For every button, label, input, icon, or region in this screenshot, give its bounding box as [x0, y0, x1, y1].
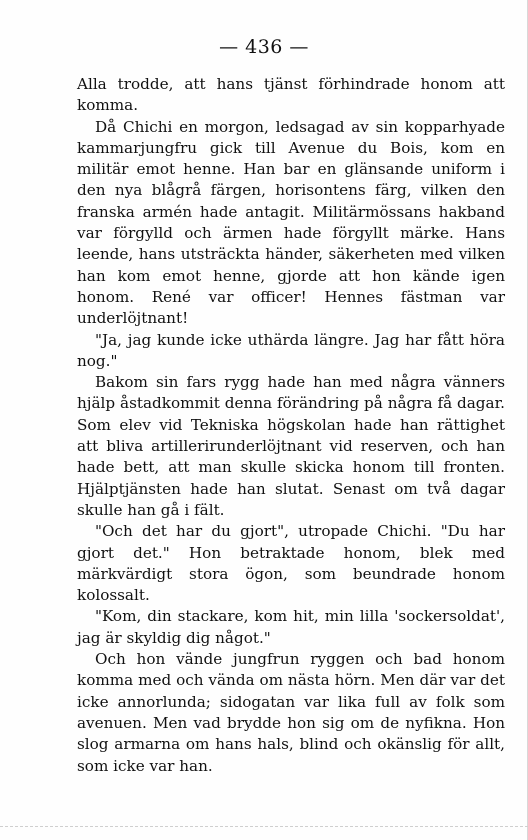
paragraph: Alla trodde, att hans tjänst förhindrade honom att komma.	[77, 75, 505, 115]
page-edge-divider	[0, 826, 528, 827]
paragraph: "Ja, jag kunde icke uthärda längre. Jag har fått höra nog."	[77, 330, 505, 370]
body-text	[77, 74, 505, 777]
paragraph: Bakom sin fars rygg hade han med några vänners hjälp åstadkommit denna förändring på några få dagar. Som elev vid Tekniska högskolan hade han rättighet att bliva artillerirunderlöjtnant vid reserven, och han hade bett, att man skulle skicka honom till fronten. Hjälptjänsten hade han slutat. Senast om två dagar skulle han gå i fält.	[77, 373, 505, 519]
paragraph: "Kom, din stackare, kom hit, min lilla 'sockersoldat', jag är skyldig dig något."	[77, 607, 505, 647]
paragraph: "Och det har du gjort", utropade Chichi. "Du har gjort det." Hon betraktade honom, blek med märkvärdigt stora ögon, som beundrade honom kolossalt.	[77, 522, 505, 605]
page-number: — 436 —	[219, 36, 309, 58]
paragraph: Och hon vände jungfrun ryggen och bad honom komma med och vända om nästa hörn. Men där var det icke annorlunda; sidogatan var lika full av folk som avenuen. Men vad brydde hon sig om de nyfikna. Hon slog armarna om hans hals, blind och okänslig för allt, som icke var han.	[77, 650, 505, 775]
paragraph: Då Chichi en morgon, ledsagad av sin kopparhyade kammarjungfru gick till Avenue du Bois, kom en militär emot henne. Han bar en glänsande uniform i den nya blågrå färgen, horisontens färg, vilken den franska armén hade antagit. Militärmössans hakband var förgylld och ärmen hade förgyllt märke. Hans leende, hans utsträckta händer, säkerheten med vilken han kom emot henne, gjorde att hon kände igen honom. René var officer! Hennes fästman var underlöjtnant!	[77, 117, 505, 328]
